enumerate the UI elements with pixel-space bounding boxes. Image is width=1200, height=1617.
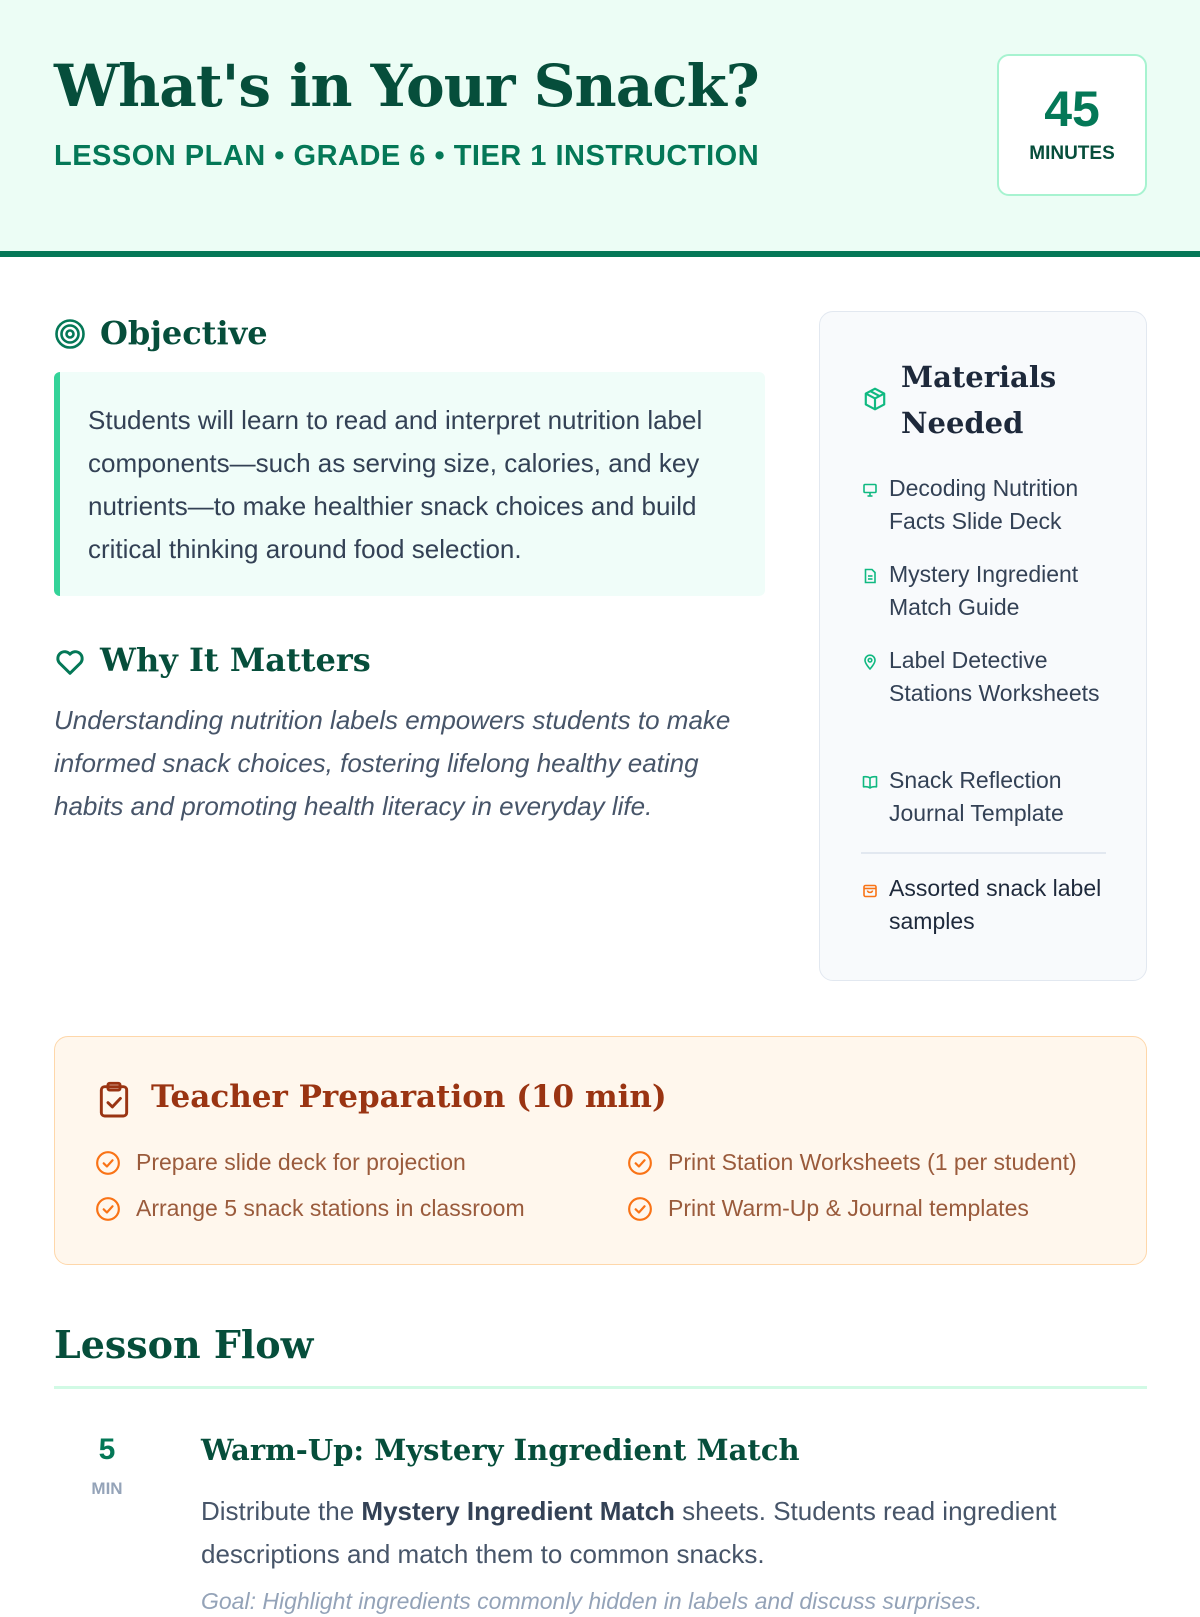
map-pin-icon xyxy=(862,654,878,670)
step-description xyxy=(201,1490,1141,1576)
material-item-snack-labels: Assorted snack label samples xyxy=(889,875,1102,934)
materials-card xyxy=(819,311,1147,981)
material-item-match-guide: Mystery Ingredient Match Guide xyxy=(889,561,1079,620)
presentation-icon xyxy=(862,482,878,498)
shopping-bag-icon xyxy=(862,882,878,898)
document-icon xyxy=(862,568,878,584)
material-item-journal: Snack Reflection Journal Template xyxy=(889,767,1064,826)
prep-item: Print Warm-Up & Journal templates xyxy=(668,1195,1029,1221)
check-circle-icon xyxy=(95,1150,121,1176)
target-icon xyxy=(54,318,86,350)
book-open-icon xyxy=(862,774,878,790)
step-description-highlight: Mystery Ingredient Match xyxy=(361,1496,675,1526)
check-circle-icon xyxy=(95,1196,121,1222)
objective-heading: Objective xyxy=(100,314,268,352)
materials-heading: Materials Needed xyxy=(901,360,1057,440)
step-description-text: Distribute the xyxy=(201,1496,362,1526)
teacher-prep-heading: Teacher Preparation (10 min) xyxy=(151,1079,667,1115)
step-description-text: sheets. Students read ingredient descriptions and match them to common snacks. xyxy=(201,1496,1057,1569)
why-text: Understanding nutrition labels empowers students to make informed snack choices, fostering lifelong healthy eating habits and promoting health literacy in everyday life. xyxy=(54,705,731,821)
step-duration-unit: MIN xyxy=(91,1479,123,1498)
step-goal: Goal: Highlight ingredients commonly hidden in labels and discuss surprises. xyxy=(201,1588,983,1614)
page-title: What's in Your Snack? xyxy=(54,52,759,120)
materials-divider xyxy=(861,852,1106,854)
lesson-flow-divider xyxy=(54,1386,1147,1389)
duration-label: MINUTES xyxy=(1029,143,1115,164)
package-icon xyxy=(862,386,888,412)
material-item-slide-deck: Decoding Nutrition Facts Slide Deck xyxy=(889,475,1079,534)
prep-item: Prepare slide deck for projection xyxy=(136,1149,466,1175)
check-circle-icon xyxy=(627,1196,653,1222)
prep-item: Arrange 5 snack stations in classroom xyxy=(136,1195,525,1221)
heart-icon xyxy=(54,646,86,678)
teacher-prep-card xyxy=(54,1036,1147,1265)
lesson-header xyxy=(0,0,1200,257)
check-circle-icon xyxy=(627,1150,653,1176)
step-title: Warm-Up: Mystery Ingredient Match xyxy=(201,1433,800,1467)
objective-box: Students will learn to read and interpret nutrition label components—such as serving size, calories, and key nutrients—to make healthier snack choices and build critical thinking around food selection. xyxy=(54,372,765,596)
duration-badge xyxy=(997,54,1147,196)
why-heading: Why It Matters xyxy=(100,641,371,679)
duration-value: 45 xyxy=(1044,81,1100,137)
lesson-subtitle: LESSON PLAN • GRADE 6 • TIER 1 INSTRUCTION xyxy=(54,140,760,172)
prep-item: Print Station Worksheets (1 per student) xyxy=(668,1149,1077,1175)
step-duration-value: 5 xyxy=(98,1433,116,1466)
clipboard-check-icon xyxy=(98,1081,130,1119)
lesson-flow-heading: Lesson Flow xyxy=(54,1322,314,1367)
material-item-worksheets: Label Detective Stations Worksheets xyxy=(889,647,1100,706)
